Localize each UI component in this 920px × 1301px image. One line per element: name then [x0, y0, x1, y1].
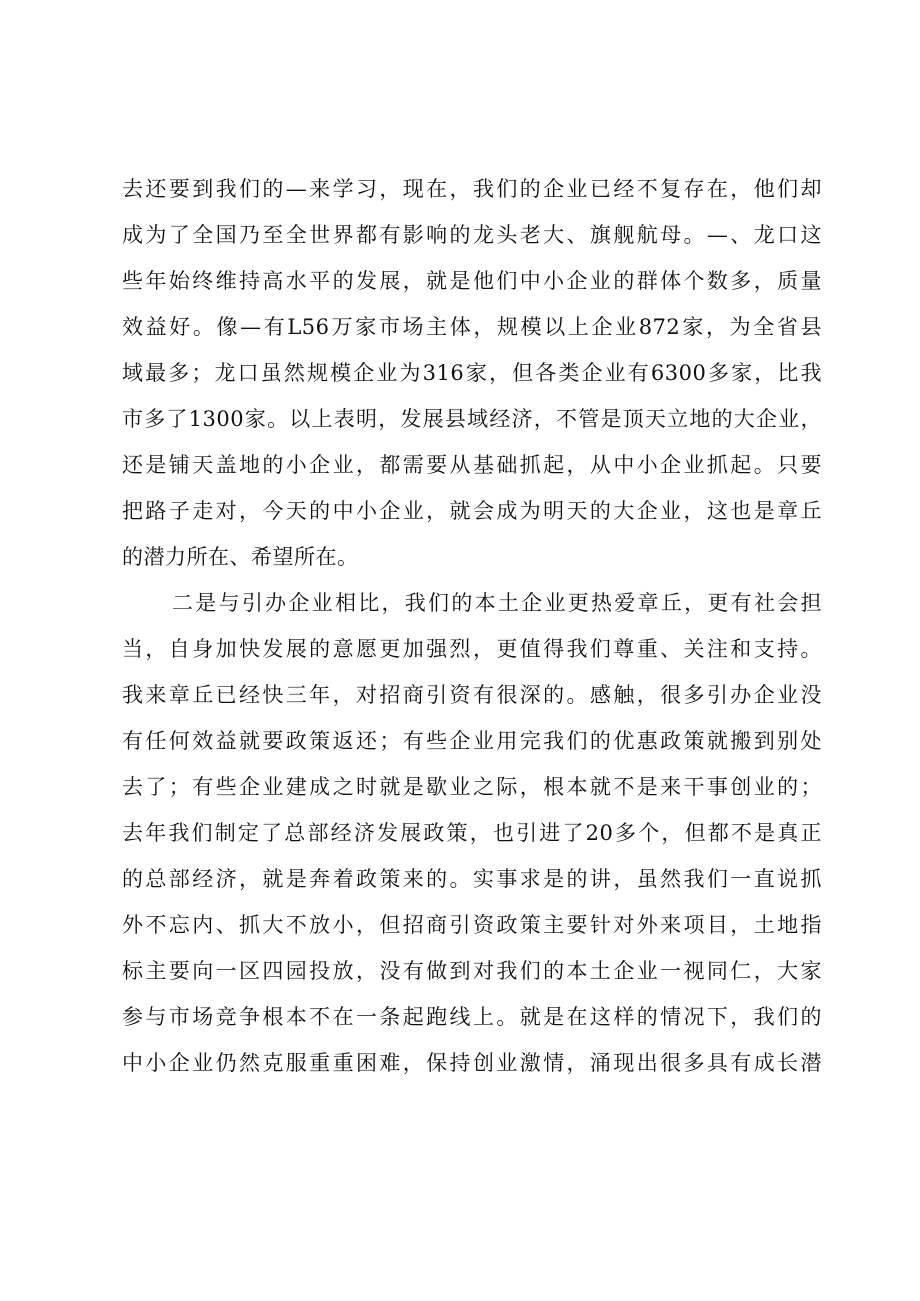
paragraph-line: 的总部经济，就是奔着政策来的。实事求是的讲，虽然我们一直说抓 [122, 867, 822, 891]
paragraph-line: 去还要到我们的—来学习，现在，我们的企业已经不复存在，他们却 [122, 177, 822, 201]
paragraph-line: 标主要向一区四园投放，没有做到对我们的本土企业一视同仁，大家 [122, 959, 822, 983]
paragraph-line: 二是与引办企业相比，我们的本土企业更热爱章丘，更有社会担 [172, 591, 822, 615]
paragraph-line: 我来章丘已经快三年，对招商引资有很深的。感触，很多引办企业没 [122, 683, 822, 707]
paragraph-1 [122, 166, 822, 580]
paragraph-line: 当，自身加快发展的意愿更加强烈，更值得我们尊重、关注和支持。 [122, 637, 822, 661]
paragraph-line: 有任何效益就要政策返还；有些企业用完我们的优惠政策就搬到别处 [122, 729, 822, 753]
paragraph-line: 参与市场竞争根本不在一条起跑线上。就是在这样的情况下，我们的 [122, 1005, 822, 1029]
paragraph-line: 去了；有些企业建成之时就是歇业之际，根本就不是来干事创业的； [122, 775, 822, 799]
paragraph-line: 中小企业仍然克服重重困难，保持创业激情，涌现出很多具有成长潜 [122, 1051, 822, 1075]
paragraph-line: 域最多；龙口虽然规模企业为316家，但各类企业有6300多家，比我 [122, 361, 822, 385]
paragraph-line: 效益好。像—有L56万家市场主体，规模以上企业872家，为全省县 [122, 315, 822, 339]
paragraph-line: 的潜力所在、希望所在。 [122, 545, 359, 569]
document-body [122, 166, 822, 1086]
paragraph-line: 市多了1300家。以上表明，发展县域经济，不管是顶天立地的大企业， [122, 407, 822, 431]
paragraph-2 [122, 580, 822, 1086]
paragraph-line: 把路子走对，今天的中小企业，就会成为明天的大企业，这也是章丘 [122, 499, 822, 523]
paragraph-line: 还是铺天盖地的小企业，都需要从基础抓起，从中小企业抓起。只要 [122, 453, 822, 477]
paragraph-line: 些年始终维持高水平的发展，就是他们中小企业的群体个数多，质量 [122, 269, 822, 293]
paragraph-line: 成为了全国乃至全世界都有影响的龙头老大、旗舰航母。—、龙口这 [122, 223, 822, 247]
paragraph-line: 外不忘内、抓大不放小，但招商引资政策主要针对外来项目，土地指 [122, 913, 822, 937]
paragraph-line: 去年我们制定了总部经济发展政策，也引进了20多个，但都不是真正 [122, 821, 822, 845]
